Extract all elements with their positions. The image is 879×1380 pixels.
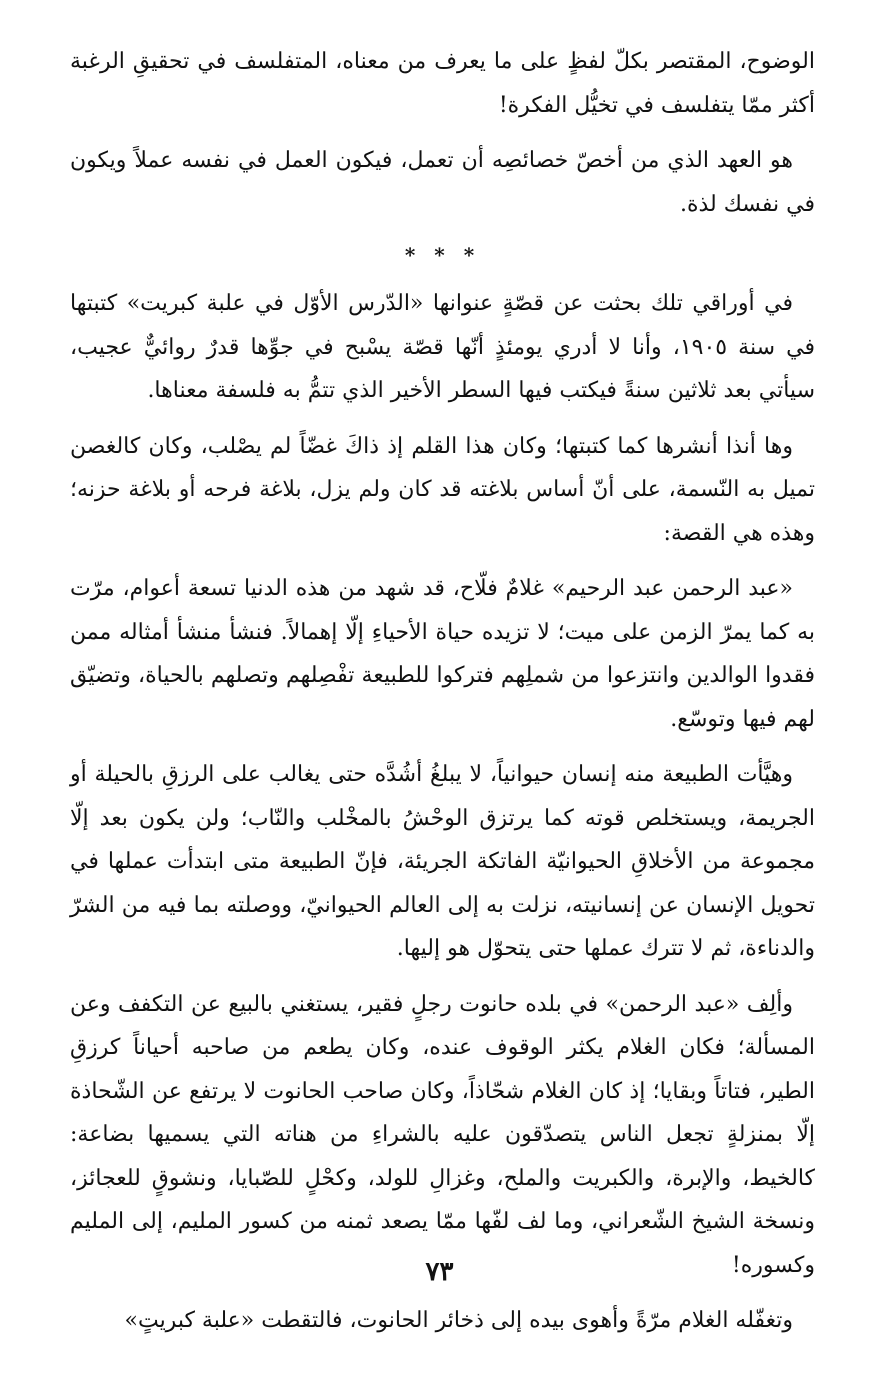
paragraph: وها أنذا أنشرها كما كتبتها؛ وكان هذا القلم إذ ذاكَ غضّاً لم يصْلب، وكان كالغصن تميل به النّسمة، على أنّ أساس بلاغته قد كان ولم يزل، بلاغة فرحه أو بلاغة حزنه؛ وهذه هي القصة: xyxy=(70,433,815,546)
section-separator: * * * xyxy=(404,243,481,267)
paragraph: في أوراقي تلك بحثت عن قصّةٍ عنوانها «الدّرس الأوّل في علبة كبريت» كتبتها في سنة ١٩٠٥، وأنا لا أدري يومئذٍ أنّها قصّة يسْبح في جوِّها قدرٌ روائيٌّ عجيب، سيأتي بعد ثلاثين سنةً فيكتب فيها السطر الأخير الذي تتمُّ به فلسفة معناها. xyxy=(70,291,815,403)
paragraph: وألِف «عبد الرحمن» في بلده حانوت رجلٍ فقير، يستغني بالبيع عن التكفف وعن المسألة؛ فكان الغلام يكثر الوقوف عنده، وكان يطعم من صاحبه أحياناً كرزقِ الطير، فتاتاً وبقايا؛ إذ كان الغلام شحّاذاً، وكان صاحب الحانوت لا يرتفع عن الشّحاذة إلّا بمنزلةٍ تجعل الناس يتصدّقون عليه بالشراءِ من هناته التي يسميها بضاعة: كالخيط، والإبرة، والكبريت والملح، وغزالِ للولد، وكحْلٍ للصّبايا، ونشوقٍ للعجائز، ونسخة الشيخ الشّعراني، وما لف لفّها ممّا يصعد ثمنه من كسور المليم، إلى المليم وكسوره! xyxy=(70,991,815,1278)
paragraph: وتغفّله الغلام مرّةً وأهوى بيده إلى ذخائر الحانوت، فالتقطت «علبة كبريتٍ» xyxy=(124,1308,793,1333)
page-body xyxy=(70,40,815,1355)
paragraph: هو العهد الذي من أخصّ خصائصِه أن تعمل، فيكون العمل في نفسه عملاً ويكون في نفسك لذة. xyxy=(70,148,815,217)
paragraph: «عبد الرحمن عبد الرحيم» غلامٌ فلّاح، قد شهد من هذه الدنيا تسعة أعوام، مرّت به كما يمرّ الزمن على ميت؛ لا تزيده حياة الأحياءِ إلّا إهمالاً. فنشأ منشأ أمثاله ممن فقدوا الوالدين وانتزعوا من شملِهم فتركوا للطبيعة تفْصِلهم وتصلهم بالحياة، وتضيّق لهم فيها وتوسّع. xyxy=(70,576,815,732)
paragraph: وهيَّأت الطبيعة منه إنسان حيوانياً، لا يبلغُ أشُدَّه حتى يغالب على الرزقِ بالحيلة أو الجريمة، ويستخلص قوته كما يرتزق الوحْشُ بالمخْلب والنّاب؛ ولن يكون بعد إلّا مجموعة من الأخلاقِ الحيوانيّة الفاتكة الجريئة، فإنّ الطبيعة متى ابتدأت عملها في تحويل الإنسان عن إنسانيته، نزلت به إلى العالم الحيوانيّ، ووصلته بما فيه من الشرّ والدناءة، ثم لا تترك عملها حتى يتحوّل هو إليها. xyxy=(70,762,815,961)
paragraph-continued: الوضوح، المقتصر بكلّ لفظٍ على ما يعرف من معناه، المتفلسف في تحقيقِ الرغبة أكثر ممّا يتفلسف في تخيُّل الفكرة! xyxy=(70,49,815,118)
page-number: ٧٣ xyxy=(425,1257,454,1287)
